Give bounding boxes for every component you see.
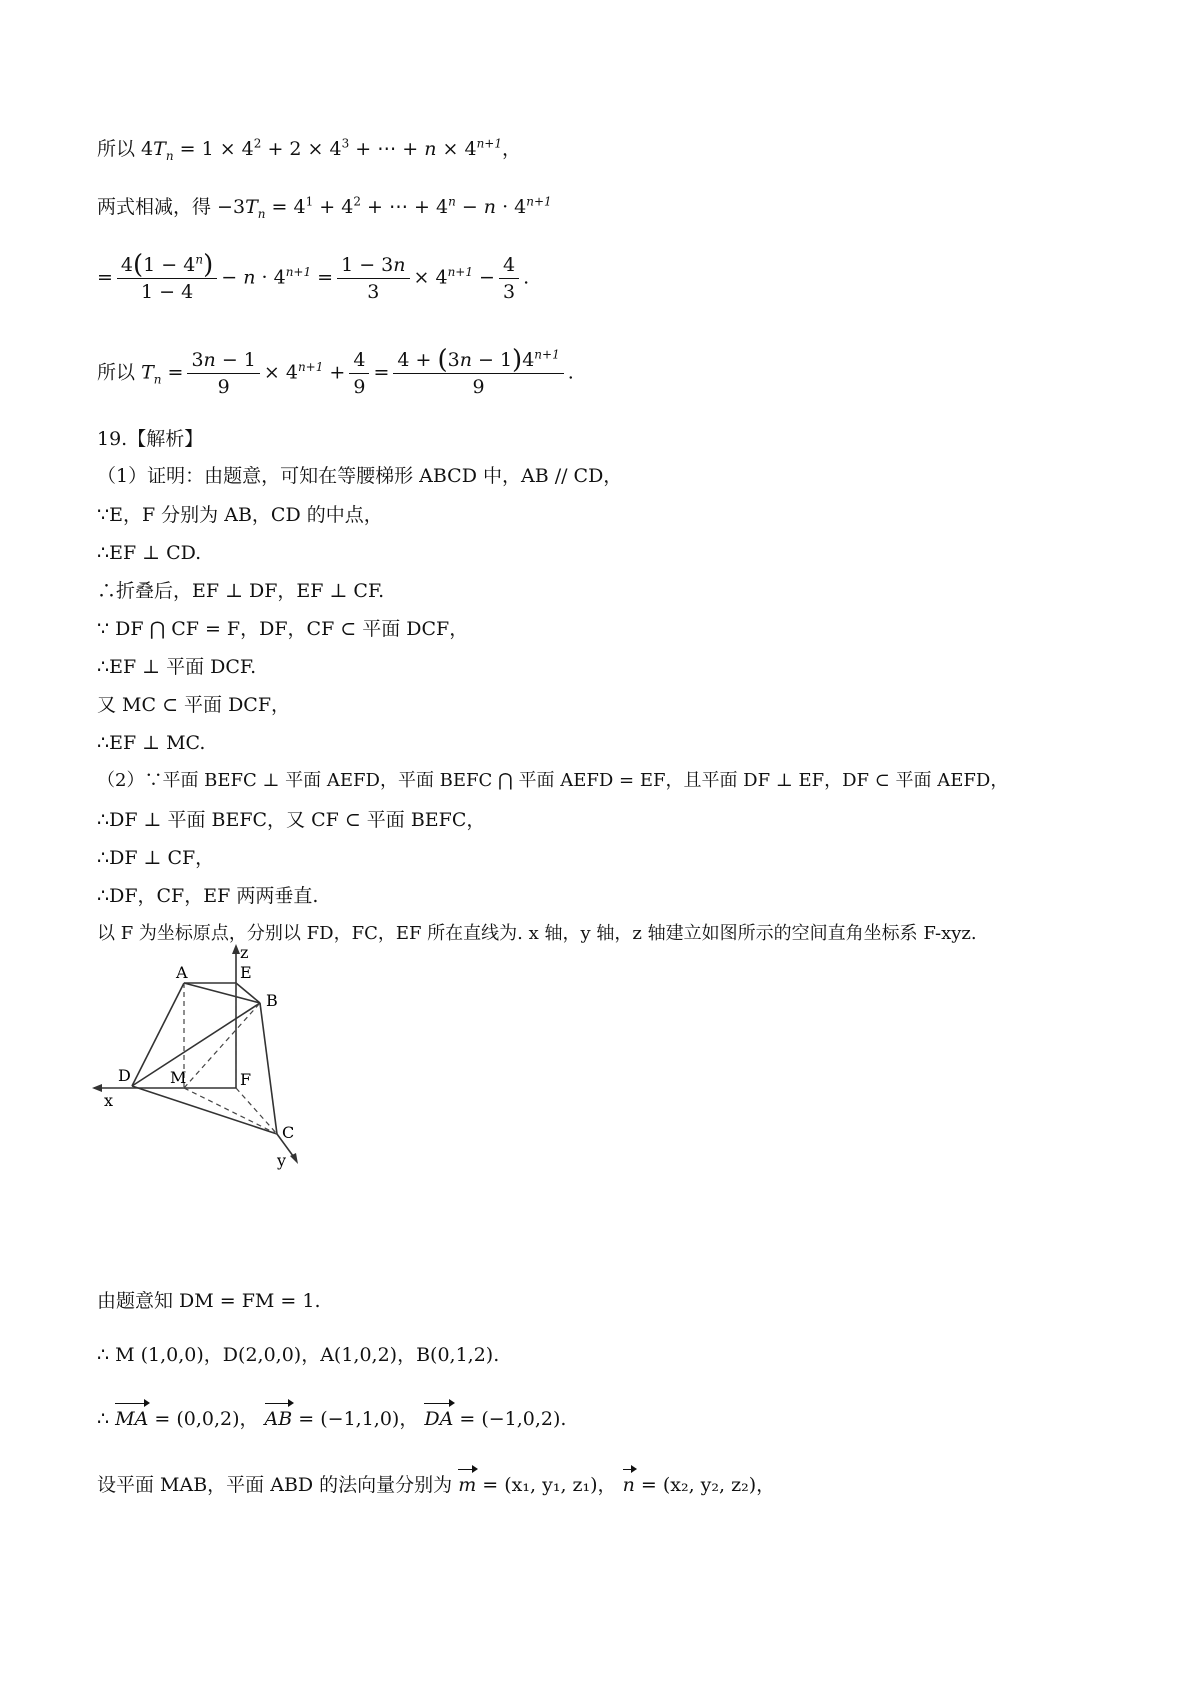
- text-prefix: 所以: [97, 138, 136, 160]
- label-d: D: [118, 1066, 131, 1085]
- text-line: ∴EF ⊥ 平面 DCF.: [97, 656, 257, 678]
- text-line: 由题意知 DM = FM = 1.: [97, 1290, 321, 1312]
- text-line: ∵ DF ⋂ CF = F，DF，CF ⊂ 平面 DCF，: [97, 618, 469, 640]
- vector-line: [97, 1404, 566, 1434]
- label-y: y: [277, 1151, 287, 1170]
- equation-fraction-result: = $\frac{4(1 - 4^n)}{1 - 4}$ − $n \cdot 4^{n+1}$ = $\frac{1 - 3n}{3}$ × $4^{n+1}$ − $\frac{4}{3}$ .: [97, 250, 530, 303]
- text-prefix: ∴: [97, 1408, 110, 1430]
- text-prefix: 所以: [97, 361, 136, 384]
- label-f: F: [240, 1070, 252, 1089]
- edge-bc: [260, 1003, 277, 1134]
- label-c: C: [282, 1123, 295, 1142]
- vector-m-value: = (x₁, y₁, z₁)，: [476, 1474, 617, 1496]
- label-z: z: [240, 943, 249, 962]
- label-m: M: [170, 1068, 187, 1087]
- edge-mc-dashed: [184, 1088, 277, 1134]
- text-line: （1）证明：由题意，可知在等腰梯形 ABCD 中，AB // CD，: [97, 465, 623, 487]
- equation-4tn: 所以 $4T_n = 1 \times 4^2 + 2 \times 4^3$ + ⋯ + $n \times 4^{n+1}$，: [97, 136, 522, 163]
- vector-n-value: = (x₂, y₂, z₂)，: [634, 1474, 776, 1496]
- coordinate-figure: [90, 940, 340, 1180]
- equation-subtract: 两式相减，得 $-3T_n = 4^1 + 4^2$ + ⋯ + $4^n - n \cdot 4^{n+1}$: [97, 194, 552, 221]
- text-line: ∴折叠后，EF ⊥ DF，EF ⊥ CF.: [97, 580, 385, 602]
- vector-da-value: = (−1,0,2).: [453, 1408, 567, 1430]
- vector-ab: AB: [265, 1404, 293, 1434]
- label-b: B: [266, 991, 278, 1010]
- vector-n: n: [623, 1470, 635, 1500]
- text-prefix: 设平面 MAB，平面 ABD 的法向量分别为: [97, 1474, 453, 1496]
- vector-m: m: [458, 1470, 476, 1500]
- label-a: A: [176, 963, 188, 982]
- x-axis-arrow: [92, 1084, 102, 1092]
- text-line: 以 F 为坐标原点，分别以 FD，FC，EF 所在直线为. x 轴，y 轴，z 轴建立如图所示的空间直角坐标系 F-xyz.: [97, 923, 977, 944]
- text-line: ∴DF ⊥ 平面 BEFC，又 CF ⊂ 平面 BEFC，: [97, 809, 486, 831]
- text-line: ∴ M (1,0,0)，D(2,0,0)，A(1,0,2)，B(0,1,2).: [97, 1344, 500, 1366]
- normal-vector-line: [97, 1470, 775, 1500]
- equation-tn-final: 所以 $T_n$ = $\frac{3n - 1}{9}$ × $4^{n+1}$ + $\frac{4}{9}$ = $\frac{4 + (3n - 1)4^{n+1}}{9}$ .: [97, 345, 574, 398]
- text-line: （2）∵平面 BEFC ⊥ 平面 AEFD，平面 BEFC ⋂ 平面 AEFD = EF，且平面 DF ⊥ EF，DF ⊂ 平面 AEFD，: [97, 770, 1009, 791]
- label-e: E: [240, 963, 252, 982]
- text-line: 又 MC ⊂ 平面 DCF，: [97, 694, 291, 716]
- vector-ma: MA: [115, 1404, 148, 1434]
- z-axis-arrow: [232, 944, 240, 954]
- text-line: ∵E，F 分别为 AB，CD 的中点，: [97, 504, 383, 526]
- text-line: ∴EF ⊥ MC.: [97, 732, 206, 754]
- text-line: ∴EF ⊥ CD.: [97, 542, 202, 564]
- text-line: ∴DF，CF，EF 两两垂直.: [97, 885, 319, 907]
- vector-ab-value: = (−1,1,0)，: [292, 1408, 419, 1430]
- text-prefix: 两式相减，得: [97, 196, 212, 218]
- vector-ma-value: = (0,0,2)，: [148, 1408, 259, 1430]
- section-header: 19.【解析】: [97, 428, 204, 450]
- label-x: x: [104, 1091, 114, 1110]
- text-line: ∴DF ⊥ CF，: [97, 847, 215, 869]
- vector-da: DA: [424, 1404, 453, 1434]
